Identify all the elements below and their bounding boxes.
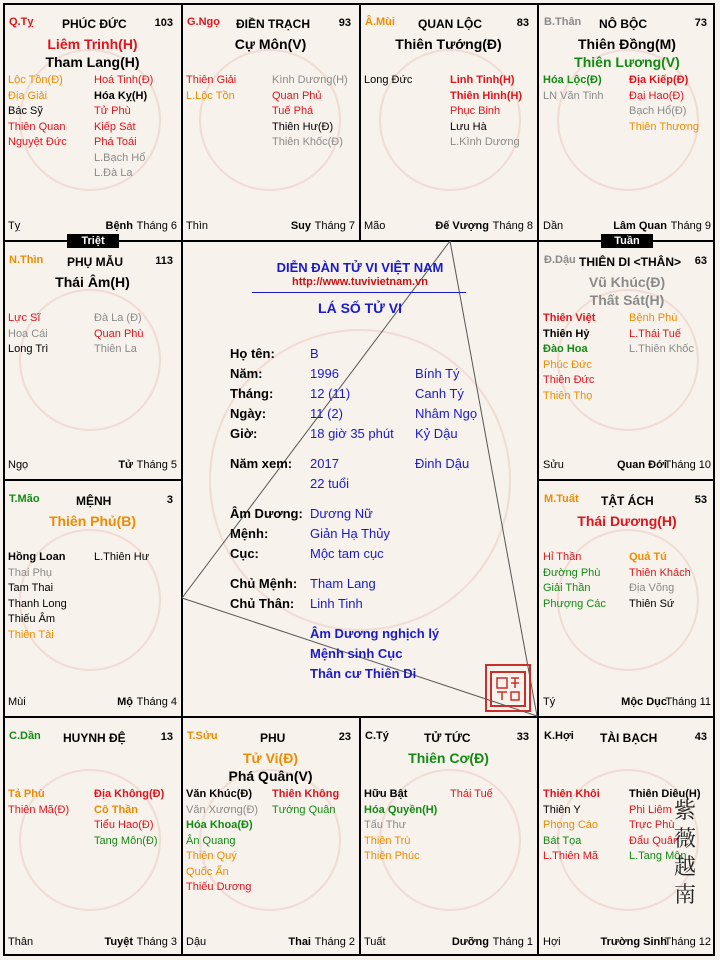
star: Quan Phù	[94, 327, 144, 340]
right-stars	[629, 73, 699, 135]
palace-number: 53	[694, 494, 707, 506]
info-value: 12 (11)	[310, 386, 351, 401]
palace-stem: Q.Tỵ	[9, 16, 34, 28]
left-stars	[543, 73, 604, 104]
palace-month: Tháng 2	[314, 936, 355, 948]
star: Thiên Khách	[629, 566, 691, 579]
palace-month: Tháng 11	[665, 696, 711, 708]
star: Đẩu Quân	[629, 834, 680, 847]
palace-name: TÀI BẠCH	[600, 731, 658, 745]
palace-name: PHU	[260, 731, 286, 745]
info-value: Tham Lang	[310, 576, 376, 591]
palace-name: NÔ BỘC	[599, 17, 647, 31]
star: Thiên Tài	[8, 628, 54, 641]
star: L.Lộc Tồn	[186, 89, 235, 102]
palace-stage: Đế Vượng	[435, 220, 489, 232]
vertical-calligraphy: 紫 薇 越 南	[674, 799, 697, 908]
palace-than	[539, 4, 715, 240]
palace-number: 33	[516, 731, 529, 743]
palace-branch: Ngọ	[8, 459, 29, 471]
info-value: 2017	[310, 456, 339, 471]
palace-thin	[4, 242, 181, 479]
info-value: Giản Hạ Thủy	[310, 526, 390, 541]
star: Văn Khúc(Đ)	[186, 788, 252, 800]
palace-number: 93	[338, 17, 351, 29]
info-extra: Kỷ Dậu	[415, 426, 458, 441]
star: Thiên Y	[543, 803, 581, 816]
palace-number: 103	[154, 17, 173, 29]
left-stars	[8, 311, 48, 358]
info-label: Chủ Mệnh:	[230, 576, 298, 591]
info-value: Dương Nữ	[310, 506, 373, 521]
palace-stage: Tuyệt	[104, 936, 133, 948]
main-star: Thiên Cơ(Đ)	[408, 750, 489, 766]
star: Phá Toái	[94, 136, 137, 148]
main-star: Thái Dương(H)	[577, 513, 677, 529]
left-stars	[543, 550, 606, 612]
palace-month: Tháng 6	[136, 220, 177, 232]
palace-number: 63	[694, 255, 707, 267]
palace-month: Tháng 10	[664, 459, 711, 471]
star: Tướng Quân	[272, 803, 336, 816]
palace-stem: Â.Mùi	[365, 16, 395, 28]
seal-glyph	[489, 670, 527, 708]
palace-month: Tháng 8	[492, 220, 533, 232]
star: Nguyệt Đức	[8, 136, 67, 148]
info-label: Âm Dương:	[230, 506, 303, 521]
star: Thiên Trù	[364, 834, 411, 847]
palace-month: Tháng 12	[664, 936, 711, 948]
palace-branch: Mão	[364, 220, 386, 232]
main-star: Phá Quân(V)	[228, 768, 313, 784]
info-label: Giờ:	[230, 426, 258, 441]
palace-name: MỆNH	[76, 494, 112, 508]
info-extra: Canh Tý	[415, 386, 464, 401]
palace-branch: Dần	[543, 220, 564, 232]
info-extra: Nhâm Ngọ	[415, 406, 478, 421]
palace-stem: Đ.Dậu	[544, 254, 576, 266]
palace-month: Tháng 7	[314, 220, 355, 232]
right-stars	[94, 550, 149, 566]
chart-title: LÁ SỐ TỬ VI	[318, 300, 402, 316]
star: Long Trì	[8, 343, 49, 355]
star: Hóa Lộc(Đ)	[543, 74, 602, 86]
star: Hữu Bật	[364, 788, 408, 800]
palace-stage: Thai	[288, 936, 311, 948]
info-note: Âm Dương nghịch lý	[310, 626, 440, 641]
right-stars	[272, 73, 348, 151]
star: Hỉ Thần	[543, 551, 582, 563]
info-extra: Bính Tý	[415, 366, 460, 381]
info-label: Năm xem:	[230, 456, 293, 471]
star: Văn Xương(Đ)	[186, 803, 259, 816]
star: Thiên La	[94, 343, 137, 355]
main-star: Thiên Đồng(M)	[578, 36, 676, 52]
left-stars	[364, 787, 437, 865]
palace-branch: Thân	[8, 936, 34, 948]
info-note: Mệnh sinh Cục	[310, 646, 403, 661]
star: Thiếu Dương	[186, 881, 252, 893]
info-value: B	[310, 346, 319, 361]
right-stars	[450, 73, 522, 151]
star: Hồng Loan	[8, 551, 66, 563]
info-value: 1996	[310, 366, 339, 381]
star: Tử Phù	[94, 105, 131, 117]
star: Ân Quang	[186, 834, 236, 847]
star: Phục Binh	[450, 105, 501, 117]
palace-stem: C.Tý	[365, 730, 389, 742]
palace-stage: Lâm Quan	[613, 220, 667, 232]
palace-number: 13	[160, 731, 173, 743]
info-label: Cục:	[230, 546, 259, 561]
star: Thiên Mã(Đ)	[8, 803, 70, 816]
palace-month: Tháng 9	[670, 220, 711, 232]
star: Địa Kiếp(Đ)	[629, 74, 689, 86]
palace-month: Tháng 5	[136, 459, 177, 471]
palace-branch: Tỵ	[8, 220, 21, 232]
palace-number: 43	[694, 731, 707, 743]
star: Tuế Phá	[272, 105, 314, 117]
palace-branch: Thìn	[186, 220, 209, 232]
palace-stem: N.Thìn	[9, 254, 44, 266]
main-star: Vũ Khúc(Đ)	[588, 274, 666, 290]
star: L.Đà La	[94, 167, 133, 179]
palace-number: 23	[338, 731, 351, 743]
star: Bệnh Phù	[629, 312, 678, 324]
palace-branch: Dậu	[186, 936, 207, 948]
left-stars	[8, 550, 67, 643]
info-note: Thân cư Thiên Di	[310, 666, 417, 681]
main-star: Liêm Trinh(H)	[47, 36, 138, 52]
info-value: Linh Tinh	[310, 596, 363, 611]
star: L.Kình Dương	[450, 136, 520, 148]
palace-stem: G.Ngọ	[187, 16, 220, 28]
right-stars	[94, 787, 164, 849]
palace-ty	[4, 4, 181, 240]
star: Cô Thần	[94, 803, 138, 816]
star: Tả Phù	[8, 788, 45, 800]
right-stars	[94, 311, 144, 358]
star: Thiên Khốc(Đ)	[272, 136, 343, 148]
palace-branch: Tý	[543, 696, 556, 708]
palace-stem: T.Mão	[9, 493, 40, 505]
palace-dan	[4, 718, 181, 956]
star: Thiên Thọ	[543, 389, 593, 402]
palace-tuat	[539, 481, 715, 716]
star: Tang Môn(Đ)	[94, 834, 158, 847]
left-stars	[543, 311, 595, 404]
star: Lưu Hà	[450, 120, 487, 133]
palace-stem: M.Tuất	[544, 493, 579, 505]
left-stars	[186, 787, 258, 896]
palace-stage: Dưỡng	[451, 936, 489, 948]
palace-stage: Quan Đới	[617, 459, 667, 471]
tuan-tag: Tuần	[601, 234, 653, 248]
palace-name: HUYNH ĐỆ	[63, 731, 126, 745]
star: Hóa Kỵ(H)	[94, 89, 148, 102]
star: Thiên Hình(H)	[450, 89, 523, 102]
main-star: Cự Môn(V)	[234, 36, 307, 52]
palace-name: QUAN LỘC	[418, 17, 482, 31]
star: Phi Liêm	[629, 803, 672, 816]
palace-number: 73	[694, 17, 707, 29]
star: Thiên Diêu(H)	[629, 788, 701, 800]
palace-branch: Sửu	[543, 459, 564, 471]
info-label: Mệnh:	[230, 526, 269, 541]
star: Phượng Các	[543, 597, 606, 610]
star: Phong Cáo	[543, 819, 599, 831]
palace-name: THIÊN DI <THÂN>	[579, 255, 682, 269]
info-label: Ngày:	[230, 406, 267, 421]
star: Linh Tinh(H)	[450, 74, 515, 86]
main-star: Thất Sát(H)	[589, 292, 665, 308]
palace-stem: T.Sửu	[187, 730, 218, 742]
palace-stem: K.Hợi	[544, 730, 574, 742]
palace-ty2	[360, 718, 537, 956]
star: Hóa Khoa(Đ)	[186, 819, 253, 831]
star: Thiên Không	[272, 788, 340, 800]
palace-stage: Bệnh	[105, 220, 133, 232]
info-label: Chủ Thân:	[230, 596, 295, 611]
palace-branch: Mùi	[8, 696, 26, 708]
palace-branch: Hợi	[543, 936, 561, 948]
right-stars	[629, 550, 691, 612]
red-seal	[485, 664, 531, 712]
info-label: Tháng:	[230, 386, 274, 401]
star: Thanh Long	[8, 597, 67, 610]
palace-suu	[182, 718, 359, 956]
star: Bác Sỹ	[8, 105, 43, 117]
site-name: DIỄN ĐÀN TỬ VI VIỆT NAM	[276, 260, 444, 275]
palace-month: Tháng 1	[492, 936, 533, 948]
palace-dau	[539, 242, 715, 479]
palace-stage: Suy	[290, 220, 311, 232]
palace-mui	[360, 4, 537, 240]
palace-stage: Tử	[118, 459, 133, 471]
star: Thiên Giải	[186, 74, 237, 86]
triet-tag: Triệt	[67, 234, 119, 248]
site-url[interactable]: http://www.tuvivietnam.vn	[292, 276, 428, 288]
star: Bạch Hổ(Đ)	[629, 105, 687, 117]
star: Tiểu Hao(Đ)	[94, 819, 154, 831]
star: L.Bạch Hổ	[94, 151, 146, 164]
star: Địa Giải	[8, 89, 48, 102]
star: Tam Thai	[8, 582, 54, 594]
star: Trực Phù	[629, 819, 675, 831]
palace-number: 3	[166, 494, 173, 506]
left-stars	[186, 73, 236, 104]
info-extra: Đinh Dậu	[415, 456, 470, 471]
info-label: Họ tên:	[230, 346, 275, 361]
info-value: 22 tuổi	[310, 476, 350, 491]
main-star: Tham Lang(H)	[45, 54, 140, 70]
main-star: Thiên Tướng(Đ)	[395, 36, 502, 52]
star: Địa Võng	[629, 582, 675, 594]
palace-name: ĐIỀN TRẠCH	[236, 17, 310, 31]
star: Tấu Thư	[364, 819, 407, 831]
star: Long Đức	[364, 74, 413, 86]
palace-name: PHÚC ĐỨC	[62, 17, 127, 31]
title-underline	[252, 292, 466, 293]
palace-mao	[4, 481, 181, 716]
info-label: Năm:	[230, 366, 263, 381]
main-star: Thiên Lương(V)	[574, 54, 680, 70]
star: Thiên Phúc	[364, 850, 420, 862]
star: L.Tang Môn	[629, 850, 687, 862]
star: Thái Tuế	[450, 788, 493, 800]
star: L.Thiên Hư	[94, 551, 150, 563]
star: L.Thiên Khốc	[629, 343, 694, 355]
palace-name: TẬT ÁCH	[601, 494, 654, 508]
star: Thiên Quan	[8, 120, 66, 133]
right-stars	[629, 311, 694, 358]
palace-name: TỬ TỨC	[424, 731, 471, 745]
star: Quan Phủ	[272, 89, 322, 102]
star: Kiếp Sát	[94, 120, 136, 133]
info-value: 18 giờ 35 phút	[310, 426, 394, 441]
star: Thai Phụ	[8, 566, 53, 579]
star: Quốc Ấn	[186, 865, 229, 878]
palace-stem: B.Thân	[544, 16, 582, 28]
palace-ngo	[182, 4, 359, 240]
right-stars	[94, 73, 153, 182]
main-star: Thiên Phủ(B)	[48, 513, 137, 529]
star: Phúc Đức	[543, 358, 592, 371]
palace-month: Tháng 4	[136, 696, 177, 708]
left-stars	[364, 73, 412, 89]
palace-number: 113	[155, 255, 173, 267]
star: Đà La (Đ)	[94, 312, 142, 324]
star: Thiên Thương	[629, 120, 700, 133]
star: Quả Tú	[629, 551, 667, 563]
palace-month: Tháng 3	[136, 936, 177, 948]
star: Địa Không(Đ)	[94, 788, 165, 800]
right-stars	[272, 787, 339, 818]
star: Lực Sĩ	[8, 312, 41, 324]
star: Bát Tọa	[543, 834, 582, 847]
main-star: Tử Vi(Đ)	[243, 750, 298, 766]
left-stars	[543, 787, 600, 865]
palace-number: 83	[516, 17, 529, 29]
left-stars	[8, 787, 69, 818]
palace-name: PHỤ MẪU	[67, 255, 123, 269]
star: Hoá Tinh(Đ)	[94, 74, 154, 86]
star: Thiên Hỷ	[543, 327, 590, 340]
star: Kình Dương(H)	[272, 74, 348, 86]
palace-stage: Mộ	[117, 696, 133, 708]
star: L.Thái Tuế	[629, 327, 681, 340]
main-star: Thái Âm(H)	[55, 274, 130, 290]
palace-stage: Mộc Dục	[621, 696, 667, 708]
star: Lộc Tồn(Đ)	[8, 74, 63, 86]
star: Thiên Quý	[186, 850, 237, 862]
star: Đường Phù	[543, 566, 601, 579]
star: LN Văn Tinh	[543, 89, 604, 102]
star: Thiên Đức	[543, 374, 595, 386]
info-value: 11 (2)	[310, 406, 343, 421]
star: Thiên Việt	[543, 312, 596, 324]
star: Thiếu Âm	[8, 613, 56, 625]
star: Thiên Sứ	[629, 597, 675, 610]
info-value: Mộc tam cục	[310, 546, 384, 561]
palace-stem: C.Dần	[9, 730, 41, 742]
star: Thiên Hư(Đ)	[272, 120, 334, 133]
star: Hóa Quyền(H)	[364, 803, 438, 816]
star: L.Thiên Mã	[543, 850, 599, 862]
star: Thiên Khôi	[543, 788, 600, 800]
star: Hoa Cái	[8, 327, 48, 340]
star: Đại Hao(Đ)	[629, 89, 685, 102]
palace-stage: Trường Sinh	[600, 936, 667, 948]
palace-branch: Tuất	[364, 936, 386, 948]
star: Đào Hoa	[543, 343, 588, 355]
left-stars	[8, 73, 67, 151]
star: Giải Thần	[543, 582, 591, 594]
right-stars	[450, 787, 493, 803]
